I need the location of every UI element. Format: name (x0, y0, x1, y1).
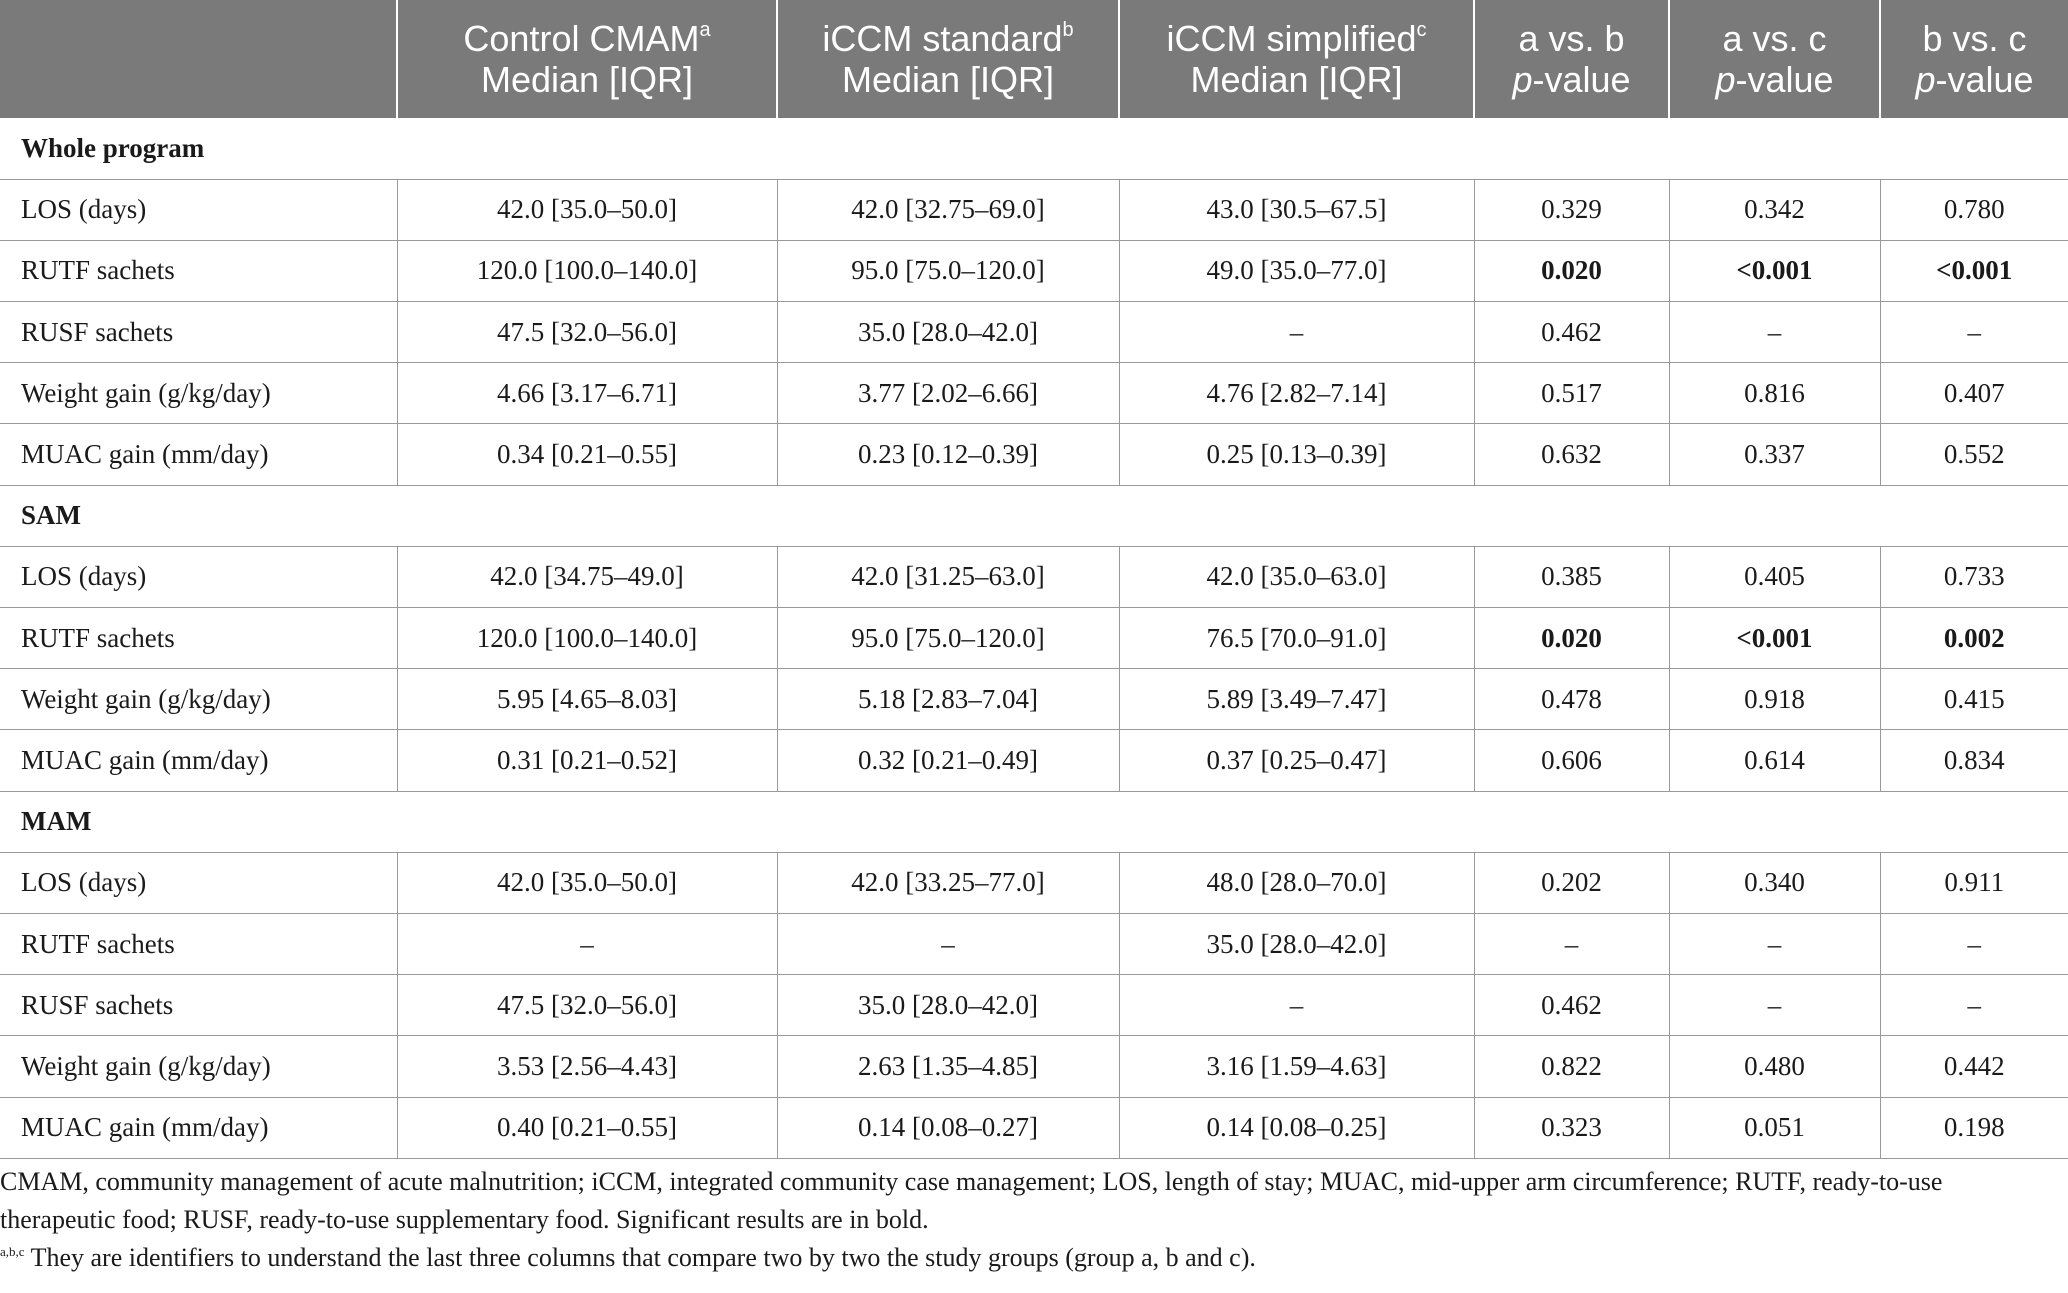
table-cell: <0.001 (1669, 240, 1880, 301)
section-title: SAM (0, 485, 2068, 546)
table-cell: 0.834 (1880, 730, 2068, 791)
header-cell-control-cmam (397, 0, 777, 118)
table-cell: 0.552 (1880, 424, 2068, 485)
row-label: LOS (days) (0, 852, 397, 913)
table-cell: 3.77 [2.02–6.66] (777, 363, 1119, 424)
table-header (0, 0, 2068, 118)
table-cell: 42.0 [32.75–69.0] (777, 179, 1119, 240)
section-row (0, 791, 2068, 852)
section-title: MAM (0, 791, 2068, 852)
header-sublabel: -value (1532, 59, 1631, 100)
row-label: MUAC gain (mm/day) (0, 424, 397, 485)
table-row (0, 1036, 2068, 1097)
header-cell-b-vs-c (1880, 0, 2068, 118)
table-cell: 0.918 (1669, 669, 1880, 730)
table-cell: 0.020 (1474, 240, 1669, 301)
table-cell: 5.89 [3.49–7.47] (1119, 669, 1474, 730)
header-cell-iccm-standard (777, 0, 1119, 118)
table-row (0, 975, 2068, 1036)
table-row (0, 179, 2068, 240)
table-cell: 0.816 (1669, 363, 1880, 424)
table-cell: – (1880, 913, 2068, 974)
table-row (0, 608, 2068, 669)
row-label: RUTF sachets (0, 913, 397, 974)
table-cell: 42.0 [35.0–63.0] (1119, 546, 1474, 607)
table-cell: 0.32 [0.21–0.49] (777, 730, 1119, 791)
header-label: Control CMAM (463, 18, 700, 59)
table-cell: 0.020 (1474, 608, 1669, 669)
table-cell: <0.001 (1669, 608, 1880, 669)
table-cell: 0.051 (1669, 1097, 1880, 1158)
table-row (0, 1097, 2068, 1158)
row-label: Weight gain (g/kg/day) (0, 669, 397, 730)
table-cell: 47.5 [32.0–56.0] (397, 975, 777, 1036)
table-row (0, 730, 2068, 791)
table-cell: 0.14 [0.08–0.27] (777, 1097, 1119, 1158)
table-cell: – (1119, 302, 1474, 363)
table-cell: 4.66 [3.17–6.71] (397, 363, 777, 424)
table-cell: 42.0 [35.0–50.0] (397, 179, 777, 240)
header-label: iCCM standard (822, 18, 1063, 59)
table-row (0, 424, 2068, 485)
table-cell: 0.23 [0.12–0.39] (777, 424, 1119, 485)
table-cell: 42.0 [34.75–49.0] (397, 546, 777, 607)
table-footnotes (0, 1163, 2050, 1277)
header-sublabel: Median [IQR] (841, 59, 1055, 100)
row-label: RUTF sachets (0, 608, 397, 669)
table-cell: 0.202 (1474, 852, 1669, 913)
table-cell: 120.0 [100.0–140.0] (397, 608, 777, 669)
table-cell: 0.462 (1474, 302, 1669, 363)
table-cell: 0.911 (1880, 852, 2068, 913)
table-row (0, 852, 2068, 913)
table-cell: 0.34 [0.21–0.55] (397, 424, 777, 485)
table-cell: 43.0 [30.5–67.5] (1119, 179, 1474, 240)
header-sublabel: -value (1735, 59, 1834, 100)
row-label: MUAC gain (mm/day) (0, 1097, 397, 1158)
table-cell: 42.0 [33.25–77.0] (777, 852, 1119, 913)
table-cell: 0.323 (1474, 1097, 1669, 1158)
table-row (0, 302, 2068, 363)
header-superscript: b (1062, 19, 1074, 41)
header-sublabel: -value (1935, 59, 2034, 100)
table-cell: – (1880, 302, 2068, 363)
table-cell: 0.632 (1474, 424, 1669, 485)
table-cell: – (1880, 975, 2068, 1036)
table-cell: 0.14 [0.08–0.25] (1119, 1097, 1474, 1158)
table-cell: – (397, 913, 777, 974)
row-label: MUAC gain (mm/day) (0, 730, 397, 791)
table-row (0, 363, 2068, 424)
section-title: Whole program (0, 118, 2068, 179)
table-cell: – (1669, 913, 1880, 974)
header-sublabel: Median [IQR] (480, 59, 694, 100)
table-cell: 0.462 (1474, 975, 1669, 1036)
table-cell: 0.25 [0.13–0.39] (1119, 424, 1474, 485)
header-label: iCCM simplified (1166, 18, 1417, 59)
table-cell: 4.76 [2.82–7.14] (1119, 363, 1474, 424)
table-cell: 0.822 (1474, 1036, 1669, 1097)
table-cell: 0.329 (1474, 179, 1669, 240)
table-cell: 5.18 [2.83–7.04] (777, 669, 1119, 730)
table-cell: 76.5 [70.0–91.0] (1119, 608, 1474, 669)
table-cell: – (1474, 913, 1669, 974)
table-cell: – (1669, 975, 1880, 1036)
row-label: RUSF sachets (0, 302, 397, 363)
table-cell: 47.5 [32.0–56.0] (397, 302, 777, 363)
table-cell: 35.0 [28.0–42.0] (777, 975, 1119, 1036)
row-label: RUSF sachets (0, 975, 397, 1036)
table-cell: 95.0 [75.0–120.0] (777, 608, 1119, 669)
table-cell: 35.0 [28.0–42.0] (1119, 913, 1474, 974)
table-cell: 0.40 [0.21–0.55] (397, 1097, 777, 1158)
header-label: a vs. c (1722, 18, 1827, 59)
row-label: RUTF sachets (0, 240, 397, 301)
header-p-letter: p (1512, 59, 1533, 100)
row-label: LOS (days) (0, 546, 397, 607)
table-body (0, 118, 2068, 1158)
table-cell: 0.405 (1669, 546, 1880, 607)
table-cell: 2.63 [1.35–4.85] (777, 1036, 1119, 1097)
table-cell: 0.385 (1474, 546, 1669, 607)
table-row (0, 546, 2068, 607)
header-label: a vs. b (1518, 18, 1625, 59)
table-cell: – (1119, 975, 1474, 1036)
header-row (0, 0, 2068, 118)
section-row (0, 118, 2068, 179)
table-cell: 0.480 (1669, 1036, 1880, 1097)
footnote-identifiers (0, 1239, 2050, 1277)
row-label: LOS (days) (0, 179, 397, 240)
table-cell: 5.95 [4.65–8.03] (397, 669, 777, 730)
table-cell: 3.53 [2.56–4.43] (397, 1036, 777, 1097)
table-cell: 120.0 [100.0–140.0] (397, 240, 777, 301)
section-row (0, 485, 2068, 546)
footnote-abbreviations: CMAM, community management of acute malnutrition; iCCM, integrated community case management; LOS, length of stay; MUAC, mid-upper arm circumference; RUTF, ready-to-use therapeutic food; RUSF, ready-to-use supplementary food. Significant results are in bold. (0, 1167, 1943, 1234)
header-cell-a-vs-b (1474, 0, 1669, 118)
table-cell: 0.733 (1880, 546, 2068, 607)
table-cell: 0.415 (1880, 669, 2068, 730)
table-cell: 49.0 [35.0–77.0] (1119, 240, 1474, 301)
header-p-letter: p (1715, 59, 1736, 100)
footnote-superscript: a,b,c (0, 1244, 25, 1259)
header-cell-iccm-simplified (1119, 0, 1474, 118)
table-cell: – (1669, 302, 1880, 363)
table-cell: 0.442 (1880, 1036, 2068, 1097)
table-row (0, 240, 2068, 301)
row-label: Weight gain (g/kg/day) (0, 1036, 397, 1097)
table-cell: 0.407 (1880, 363, 2068, 424)
header-p-letter: p (1915, 59, 1936, 100)
header-label: b vs. c (1922, 18, 2027, 59)
header-sublabel: Median [IQR] (1190, 59, 1403, 100)
header-cell-blank (0, 0, 397, 118)
table-cell: 0.37 [0.25–0.47] (1119, 730, 1474, 791)
table-cell: 3.16 [1.59–4.63] (1119, 1036, 1474, 1097)
table-cell: 35.0 [28.0–42.0] (777, 302, 1119, 363)
header-superscript: a (699, 19, 711, 41)
table-cell: 0.340 (1669, 852, 1880, 913)
table-cell: 0.002 (1880, 608, 2068, 669)
table-cell: 0.606 (1474, 730, 1669, 791)
table-cell: 48.0 [28.0–70.0] (1119, 852, 1474, 913)
table-cell: 0.31 [0.21–0.52] (397, 730, 777, 791)
table-cell: – (777, 913, 1119, 974)
row-label: Weight gain (g/kg/day) (0, 363, 397, 424)
table-cell: 0.614 (1669, 730, 1880, 791)
header-superscript: c (1416, 19, 1427, 41)
table-cell: 42.0 [35.0–50.0] (397, 852, 777, 913)
table-cell: 0.198 (1880, 1097, 2068, 1158)
table-cell: 42.0 [31.25–63.0] (777, 546, 1119, 607)
table-cell: 95.0 [75.0–120.0] (777, 240, 1119, 301)
table-cell: 0.478 (1474, 669, 1669, 730)
footnote-identifier-text: They are identifiers to understand the last three columns that compare two by two the study groups (group a, b and c). (30, 1243, 1256, 1272)
table-row (0, 669, 2068, 730)
table-cell: 0.342 (1669, 179, 1880, 240)
table-cell: <0.001 (1880, 240, 2068, 301)
table-cell: 0.337 (1669, 424, 1880, 485)
table-row (0, 913, 2068, 974)
table-cell: 0.780 (1880, 179, 2068, 240)
table-cell: 0.517 (1474, 363, 1669, 424)
header-cell-a-vs-c (1669, 0, 1880, 118)
